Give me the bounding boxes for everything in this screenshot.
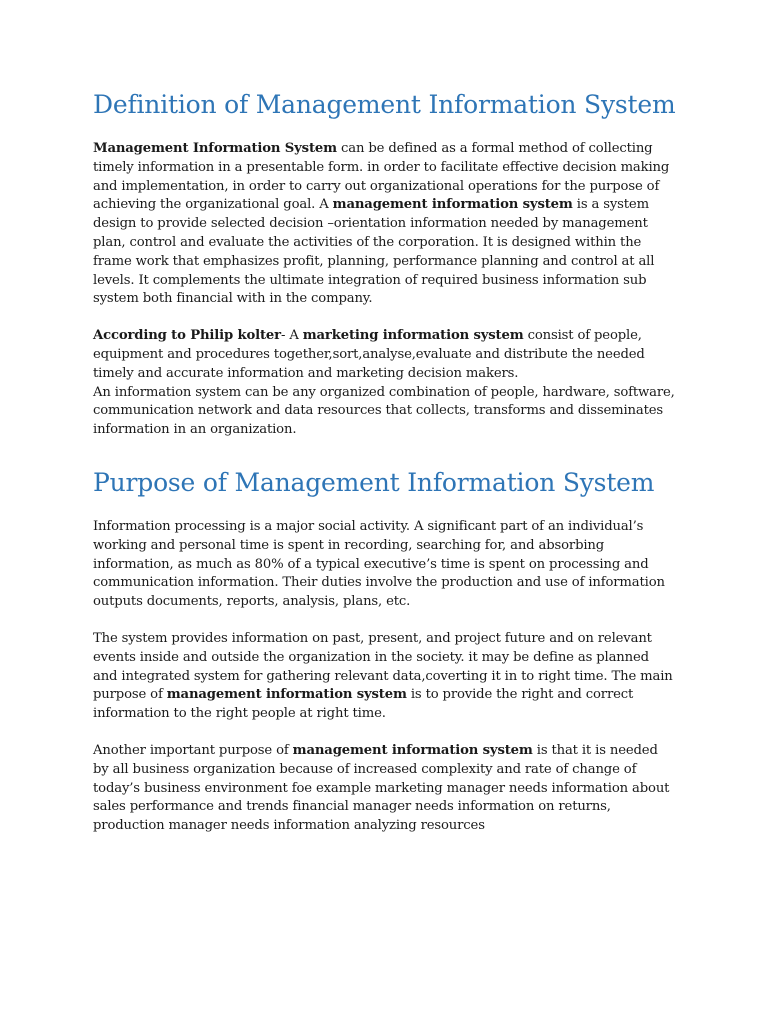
bold-term: Management Information System [93,141,337,156]
bold-term: According to Philip kolter [93,328,281,344]
bold-term: management information system [332,197,573,213]
text-run: can be defined as a formal method of collecting timely information in a presentable form. in order to facilitate effective decision making and implementation, in order to carry out organizational operations for the purpose of achieving the organizational goal. A [93,141,670,213]
bold-term: management information system [166,687,407,703]
bold-term: management information system [292,742,533,758]
paragraph-definition-mis [93,140,677,309]
text-run: consist of people, equipment and procedures together,sort,analyse,evaluate and distribute the needed timely and accurate information and marketing decision makers. [93,328,645,381]
text-run: Another important purpose of [93,742,293,758]
text-run: is a system design to provide selected decision –orientation information needed by management plan, control and evaluate the activities of the corporation. It is designed within the frame work that emphasizes profit, planning, performance planning and control at all levels. It complements the ultimate integration of required business information sub system both financial with in the company. [93,197,655,307]
text-run: - A [280,328,303,344]
text-run: is to provide the right and correct information to the right people at right time. [93,687,634,722]
bold-term: marketing information system [302,328,524,344]
heading-definition: Definition of Management Information System [93,90,676,119]
paragraph-another-purpose [93,742,677,836]
paragraph-information-processing: Information processing is a major social activity. A significant part of an individual’s working and personal time is spent in recording, searching for, and absorbing information, as much as 80% of a typical executive’s time is spent on processing and communication information. Their duties involve the production and use of information outputs documents, reports, analysis, plans, etc. [93,518,665,610]
paragraph-kolter [93,327,677,383]
paragraph-system-provides [93,630,677,724]
document-page [93,88,677,854]
text-run: is that it is needed by all business organization because of increased complexity and rate of change of today’s business environment foe example marketing manager needs information about sales performance and trends financial manager needs information on returns, production manager needs information analyzing resources [93,742,670,834]
heading-purpose: Purpose of Management Information System [93,467,655,497]
paragraph-information-system: An information system can be any organized combination of people, hardware, software, communication network and data resources that collects, transforms and disseminates information in an organization. [93,384,675,438]
text-run: The system provides information on past, present, and project future and on relevant events inside and outside the organization in the society. it may be define as planned and integrated system for gathering relevant data,coverting it in to right time. The main purpose of [93,630,673,703]
